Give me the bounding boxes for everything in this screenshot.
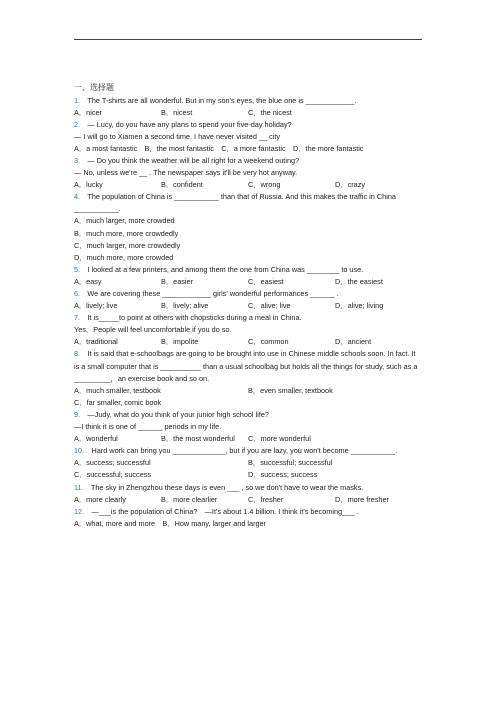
answer-option[interactable]: D．alive; living (335, 301, 384, 311)
options-row (74, 385, 422, 397)
answer-option[interactable]: C．common (248, 337, 289, 347)
question-text: — Lucy, do you have any plans to spend your five-day holiday? (87, 119, 292, 129)
question-text: The T-shirts are all wonderful. But in my son's eyes, the blue one is ____________. (87, 95, 357, 105)
options-row (74, 433, 422, 445)
question-stem (74, 264, 422, 276)
question-text: — Do you think the weather will be all right for a weekend outing? (87, 155, 300, 165)
answer-option[interactable]: B．much more, more crowdedly (74, 228, 179, 238)
answer-option[interactable]: A．much smaller, testbook (74, 385, 161, 395)
answer-option[interactable]: D．crazy (335, 180, 365, 190)
question-stem (74, 482, 422, 494)
answer-option[interactable]: B．more clearlier (161, 494, 218, 504)
question-9 (74, 409, 422, 445)
answer-option[interactable]: B．successful; successful (248, 458, 333, 468)
question-10 (74, 445, 422, 481)
question-1 (74, 95, 422, 119)
answer-option[interactable]: A．much larger, more crowded (74, 216, 175, 226)
question-number: 12. (74, 506, 85, 516)
question-stem (74, 312, 422, 324)
answer-option[interactable]: C．the nicest (248, 107, 292, 117)
question-number: 3. (74, 155, 81, 165)
question-stem (74, 288, 422, 300)
answer-option[interactable]: A．easy (74, 276, 102, 286)
question-11 (74, 482, 422, 506)
answer-option[interactable]: A．wonderful (74, 434, 118, 444)
options-row (74, 143, 422, 155)
options-row (74, 457, 422, 469)
answer-option[interactable]: D．success; success (248, 470, 318, 480)
question-number: 6. (74, 289, 81, 298)
question-2 (74, 119, 422, 155)
question-4 (74, 191, 422, 264)
header-rule (74, 39, 422, 40)
answer-option[interactable]: A．nicer (74, 107, 102, 117)
question-8 (74, 348, 422, 408)
question-number: 7. (74, 313, 81, 323)
answer-option[interactable]: B．confident (161, 180, 203, 190)
options-row (74, 469, 422, 481)
options-row (74, 300, 422, 312)
answer-option[interactable]: D．much more, more crowded (74, 252, 174, 262)
options-row (74, 518, 422, 530)
answer-option[interactable]: B．easier (161, 276, 194, 286)
answer-option[interactable]: A．a most fantastic B．the most fantastic C．a more fantastic D．the more fantastic (74, 143, 364, 153)
question-text: The population of China is ___________ than that of Russia. And this makes the traffic in China ___________. (74, 192, 396, 214)
question-6 (74, 288, 422, 312)
question-number: 2. (74, 119, 81, 129)
answer-option[interactable]: A．more clearly (74, 494, 126, 504)
answer-option[interactable]: B．nicest (161, 107, 193, 117)
answer-option[interactable]: C．successful; success (74, 470, 152, 480)
question-text: Hard work can bring you _____________, but if you are lazy, you won't become ___________. (91, 446, 398, 456)
answer-option[interactable]: C．more wonderful (248, 434, 311, 444)
options-row (74, 179, 422, 191)
answer-option[interactable]: D．ancient (335, 337, 372, 347)
question-number: 1. (74, 95, 81, 105)
question-line (74, 324, 422, 336)
question-text: —___is the population of China? —It's about 1.4 billion. I think it's becoming___ . (91, 506, 359, 516)
answer-option[interactable]: A．what, more and more B．How many, larger and larger (74, 518, 267, 528)
answer-option[interactable]: C．wrong (248, 180, 281, 190)
options-row (74, 276, 422, 288)
question-text: —I think it is one of ______ periods in my life. (74, 422, 222, 432)
answer-option[interactable]: C．fresher (248, 494, 284, 504)
question-stem (74, 155, 422, 167)
question-stem (74, 506, 422, 518)
question-7 (74, 312, 422, 348)
question-text: It is said that e-schoolbags are going to be brought into use in Chinese middle schools soon. In fact. It is a small computer that is __________ than a usual schoolbag but holds all the things for study, such as a _________，an exercise book and so on. (74, 349, 418, 383)
answer-option[interactable]: C．easiest (248, 276, 284, 286)
question-stem (74, 445, 422, 457)
question-3 (74, 155, 422, 191)
answer-option[interactable]: C．much larger, more crowdedly (74, 240, 181, 250)
answer-option[interactable]: B．the most wonderful (161, 434, 235, 444)
answer-option[interactable]: A．traditional (74, 337, 118, 347)
question-text: — No, unless we're __ . The newspaper says it'll be very hot anyway. (74, 168, 298, 178)
question-line (74, 131, 422, 143)
question-stem (74, 119, 422, 131)
answer-option[interactable]: B．even smaller, textbook (248, 385, 333, 395)
options-row (74, 107, 422, 119)
options-row (74, 494, 422, 506)
answer-option[interactable]: D．more fresher (335, 494, 389, 504)
options-row (74, 336, 422, 348)
section-title: 一、选择题 (74, 83, 114, 92)
answer-option[interactable]: C．far smaller, comic book (74, 397, 162, 407)
question-text: I looked at a few printers, and among them the one from China was ________ to use. (87, 264, 364, 274)
answer-option[interactable]: A．lucky (74, 180, 103, 190)
answer-option[interactable]: A．success; successful (74, 458, 151, 468)
question-stem (74, 348, 422, 384)
question-content (74, 82, 422, 530)
question-number: 8. (74, 349, 81, 359)
question-stem (74, 95, 422, 107)
question-text: We are covering these ____________ girls' wonderful performances ______ . (87, 289, 339, 298)
question-text: It is_____to point at others with chopsticks during a meal in China. (87, 313, 302, 323)
question-stem (74, 191, 422, 215)
question-line (74, 421, 422, 433)
question-line (74, 167, 422, 179)
question-number: 9. (74, 409, 81, 419)
question-number: 5. (74, 264, 81, 274)
answer-option[interactable]: D．the easiest (335, 276, 383, 286)
question-text: —Judy, what do you think of your junior high school life? (87, 409, 269, 419)
question-text: Yes．People will feel uncomfortable if you do so. (74, 325, 232, 335)
question-stem (74, 409, 422, 421)
question-12 (74, 506, 422, 530)
answer-option[interactable]: A．lively; live (74, 301, 118, 311)
question-text: The sky in Zhengzhou these days is even ___ , so we don't have to wear the masks. (90, 482, 364, 492)
answer-option[interactable]: B．impolite (161, 337, 199, 347)
question-number: 4. (74, 192, 81, 202)
options-row (74, 397, 422, 409)
question-number: 10. (74, 446, 85, 456)
answer-option[interactable]: B．lively; alive (161, 301, 209, 311)
answer-option[interactable]: C．alive; live (248, 301, 291, 311)
question-number: 11. (74, 482, 84, 492)
question-text: — I will go to Xiamen a second time. I have never visited __ city (74, 131, 281, 141)
question-5 (74, 264, 422, 288)
